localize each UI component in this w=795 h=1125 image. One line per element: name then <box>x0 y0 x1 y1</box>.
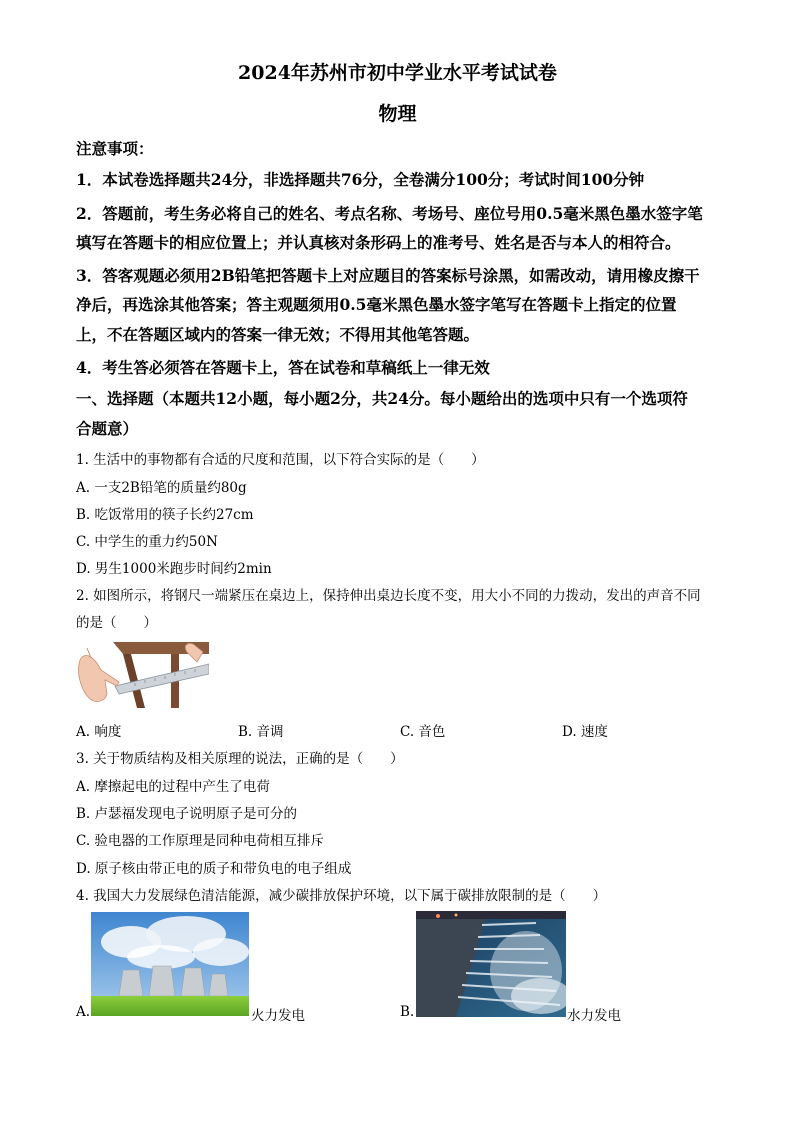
section-heading-cont: 合题意） <box>76 419 139 438</box>
question-3-option-d: D. 原子核由带正电的质子和带负电的电子组成 <box>76 861 352 877</box>
question-2-option-d: D. 速度 <box>562 724 608 740</box>
question-1-option-a: A. 一支2B铅笔的质量约80g <box>76 480 247 496</box>
question-3-option-a: A. 摩擦起电的过程中产生了电荷 <box>76 779 270 795</box>
question-1-option-d: D. 男生1000米跑步时间约2min <box>76 561 272 577</box>
notice-line: 2．答题前，考生务必将自己的姓名、考点名称、考场号、座位号用0.5毫米黑色墨水签字笔 <box>76 204 703 223</box>
question-4-option-b-text: 水力发电 <box>567 1008 621 1024</box>
question-3-stem: 3. 关于物质结构及相关原理的说法，正确的是（ ） <box>76 751 404 767</box>
page-title: 2024年苏州市初中学业水平考试试卷 <box>238 62 557 84</box>
question-2-stem: 2. 如图所示，将钢尺一端紧压在桌边上，保持伸出桌边长度不变，用大小不同的力拨动，发出的声音不同 <box>76 588 701 604</box>
notice-line: 填写在答题卡的相应位置上；并认真核对条形码上的准考号、姓名是否与本人的相符合。 <box>76 233 681 252</box>
question-1-option-c: C. 中学生的重力约50N <box>76 534 218 550</box>
question-4-option-a-text: 火力发电 <box>251 1008 305 1024</box>
notice-line: 净后，再选涂其他答案；答主观题须用0.5毫米黑色墨水签字笔写在答题卡上指定的位置 <box>76 295 677 314</box>
ruler-on-table-figure <box>75 640 209 708</box>
hydropower-dam-photo <box>416 911 566 1017</box>
question-4-stem: 4. 我国大力发展绿色清洁能源，减少碳排放保护环境，以下属于碳排放限制的是（ ） <box>76 888 607 904</box>
question-2-option-a: A. 响度 <box>76 724 122 740</box>
notice-line: 1．本试卷选择题共24分，非选择题共76分，全卷满分100分；考试时间100分钟 <box>76 170 645 189</box>
notice-line: 3．答客观题必须用2B铅笔把答题卡上对应题目的答案标号涂黑，如需改动，请用橡皮擦干 <box>76 266 700 285</box>
notice-line: 上，不在答题区域内的答案一律无效；不得用其他笔答题。 <box>76 325 480 344</box>
question-1-option-b: B. 吃饭常用的筷子长约27cm <box>76 507 254 523</box>
question-4-option-b-letter: B. <box>400 1004 415 1020</box>
question-2-option-b: B. 音调 <box>238 724 284 740</box>
subject-title: 物理 <box>378 103 417 125</box>
question-4-option-a-letter: A. <box>76 1004 91 1020</box>
question-2-option-c: C. 音色 <box>400 724 446 740</box>
section-heading: 一、选择题（本题共12小题，每小题2分，共24分。每小题给出的选项中只有一个选项符 <box>76 389 688 408</box>
notice-heading: 注意事项： <box>76 139 154 158</box>
notice-line: 4．考生答必须答在答题卡上，答在试卷和草稿纸上一律无效 <box>76 358 490 377</box>
thermal-power-plant-photo <box>91 912 249 1016</box>
question-3-option-b: B. 卢瑟福发现电子说明原子是可分的 <box>76 806 298 822</box>
question-3-option-c: C. 验电器的工作原理是同种电荷相互排斥 <box>76 833 324 849</box>
question-1-stem: 1. 生活中的事物都有合适的尺度和范围，以下符合实际的是（ ） <box>76 452 485 468</box>
question-2-stem-cont: 的是（ ） <box>76 615 157 631</box>
